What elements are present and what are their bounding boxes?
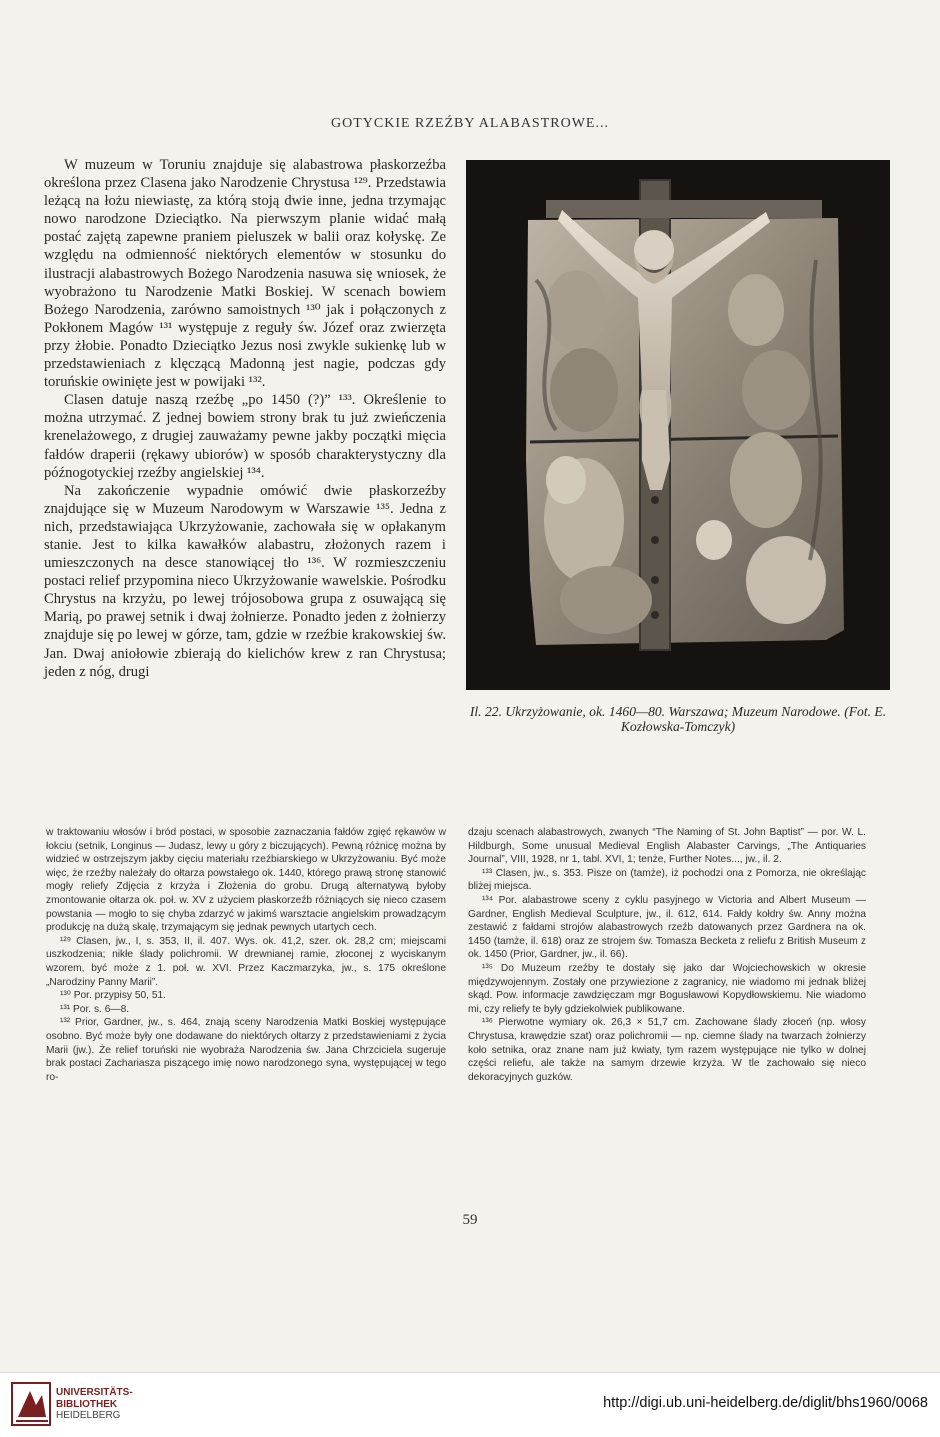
alabaster-relief-photo: [466, 160, 890, 690]
main-text-column: [44, 156, 446, 681]
footnote: ¹³⁵ Do Muzeum rzeźby te dostały się jako dar Wojciechowskich w okresie międzywojennym. Zostały one przywiezione z zagranicy, nie wiadomo mi jednak bliżej skąd. Pow. informacje zawdzięczam mgr Bogusławowi Kopydłowskiemu. Nie wiadomo mi, czy reliefy te były gdziekolwiek publikowane.: [468, 962, 866, 1015]
heidelberg-library-logo-icon: [10, 1381, 52, 1427]
footnote: w traktowaniu włosów i bród postaci, w sposobie zaznaczania fałdów zgięć rękawów w łokciu (setnik, Longinus — Judasz, lewy u góry z biczujących). Pewną różnicę można by widzieć w ostrzejszym jakby cięciu materiału rzeźbiarskiego w Ukrzyżowaniu. Być może więc, że rzeźby należały do ołtarza powstałego ok. 1440, którego prawą stronę stanowić mogły reliefy Zdjęcia z krzyża i Złożenia do grobu. Drugą alternatywą byłoby zmontowanie ołtarza ok. poł. w. XV z użyciem płaskorzeźb różniących się nieco czasem powstania — mogło to się chyba zdarzyć w jakimś warsztacie angielskim prowadzącym produkcję na dużą skalę, trzymającym się jednak pewnych utartych cech.: [46, 827, 446, 934]
footnote: ¹³³ Clasen, jw., s. 353. Pisze on (tamże), iż pochodzi ona z Pomorza, nie określając bliżej miejsca.: [468, 867, 866, 893]
library-name-line: HEIDELBERG: [56, 1410, 121, 1421]
library-name: [56, 1387, 133, 1422]
body-paragraph: Clasen datuje naszą rzeźbę „po 1450 (?)” ¹³³. Określenie to można utrzymać. Z jednej bowiem strony brak tu już zwieńczenia krenelażowego, z drugiej zauważamy pewne jakby początki mięcia fałdów draperii (rękawy ubiorów) w sposób charakterystyczny dla późnogotyckiej rzeźby angielskiej ¹³⁴.: [44, 392, 446, 481]
library-name-line: UNIVERSITÄTS-: [56, 1387, 133, 1398]
body-paragraph: Na zakończenie wypadnie omówić dwie płaskorzeźby znajdujące się w Muzeum Narodowym w Warszawie ¹³⁵. Jedna z nich, przedstawiająca Ukrzyżowanie, zachowała się w opłakanym stanie. Jest to kilka kawałków alabastru, złożonych razem i umieszczonych na desce stanowiącej tło ¹³⁶. W rozmieszczeniu postaci relief przypomina nieco Ukrzyżowanie wawelskie. Pośrodku Chrystus na krzyżu, po lewej trójosobowa grupa z osuwającą się Marią, po prawej setnik i dwaj żołnierze. Ponadto jeden z żołnierzy znajduje się po lewej w górze, tam, gdzie w rzeźbie krakowskiej św. Jan. Dwaj aniołowie zbierają do kielichów krew z ran Chrystusa; jeden z nóg, drugi: [44, 482, 446, 680]
crucifixion-relief-image: [466, 160, 890, 690]
footnote: ¹³⁴ Por. alabastrowe sceny z cyklu pasyjnego w Victoria and Albert Museum — Gardner, English Medieval Sculpture, jw., il. 612, 614. Fałdy kołdry św. Anny można zestawić z fałdami strojów alabastrowych rzeźb datowanych przez Gardnera na ok. 1450 (tamże, il. 618) oraz ze strojem św. Tomasza Becketa z reliefu z British Museum z ok. 1450 (Prior, Gardner, jw., il. 66).: [468, 894, 866, 961]
digital-library-footer: [0, 1372, 940, 1437]
footnote: ¹³¹ Por. s. 6—8.: [60, 1003, 130, 1015]
body-paragraph: W muzeum w Toruniu znajduje się alabastrowa płaskorzeźba określona przez Clasena jako Narodzenie Chrystusa ¹²⁹. Przedstawia leżącą na łożu niewiastę, za którą stoją dwie inne, jedna trzymając nowo narodzone Dzieciątko. Na pierwszym planie widać małą postać zajętą zapewne praniem pieluszek w balii oraz kołyskę. Ze względu na odmienność niektórych elementów w stosunku do ilustracji alabastrowych Bożego Narodzenia nasuwa się wniosek, że wyobrażono tu Narodzenie Matki Boskiej. W scenach bowiem Bożego Narodzenia, zarówno samoistnych ¹³⁰ jak i połączonych z Pokłonem Magów ¹³¹ występuje z reguły św. Józef oraz zwierzęta przy żłobie. Ponadto Dzieciątko Jezus nosi zwykle sukienkę lub w przedstawieniach z klęczącą Madonną jest nagie, podczas gdy toruńskie owinięte jest w powijaki ¹³².: [44, 157, 446, 391]
footnote: ¹³⁰ Por. przypisy 50, 51.: [60, 990, 166, 1002]
footnote: ¹³² Prior, Gardner, jw., s. 464, znają sceny Narodzenia Matki Boskiej występujące osobno. Być może były one dodawane do niektórych ołtarzy z przedstawieniami z życia Marii (jw.). Że relief toruński nie wyobraża Narodzenia św. Jana Chrzciciela sugeruje brak postaci Zachariasza piszącego imię nowo narodzonego syna, występującej w tego ro-: [46, 1017, 446, 1083]
footnotes-right-column: [468, 826, 866, 1084]
source-url[interactable]: http://digi.ub.uni-heidelberg.de/diglit/bhs1960/0068: [603, 1395, 928, 1411]
page-number: 59: [462, 1212, 478, 1228]
footnote: ¹³⁶ Pierwotne wymiary ok. 26,3 × 51,7 cm. Zachowane ślady złoceń (np. włosy Chrystusa, krawędzie szat) oraz polichromii — np. ciemne ślady na twarzach żołnierzy koło setnika, oraz znane nam już kwiaty, tym razem występujące nie tylko w dolnej części reliefu, ale także na samym drzewie krzyża. W tle zachowało się nieco dekoracyjnych guzków.: [468, 1017, 866, 1083]
library-name-line: BIBLIOTHEK: [56, 1398, 118, 1410]
footnotes-left-column: [46, 826, 446, 1084]
footnote: ¹²⁹ Clasen, jw., I, s. 353, II, il. 407. Wys. ok. 41,2, szer. ok. 28,2 cm; miejscami uszkodzenia; nikłe ślady polichromii. W drewnianej ramie, złoconej z wyciskanym wzorem, być może z 1. poł. w. XVI. Przez Kaczmarzyka, jw., s. 175 określone „Narodziny Panny Marii”.: [46, 935, 446, 988]
footnote: dzaju scenach alabastrowych, zwanych “The Naming of St. John Baptist” — por. W. L. Hildburgh, Some unusual Medieval English Alabaster Carvings, „The Antiquaries Journal”, VIII, 1928, nr 1, tabl. XVI, 1; tenże, Further Notes..., jw., il. 2.: [468, 827, 866, 866]
running-head: GOTYCKIE RZEŹBY ALABASTROWE...: [331, 116, 609, 131]
figure-caption: Il. 22. Ukrzyżowanie, ok. 1460—80. Warszawa; Muzeum Narodowe. (Fot. E. Kozłowska-Tomczyk): [469, 704, 887, 734]
